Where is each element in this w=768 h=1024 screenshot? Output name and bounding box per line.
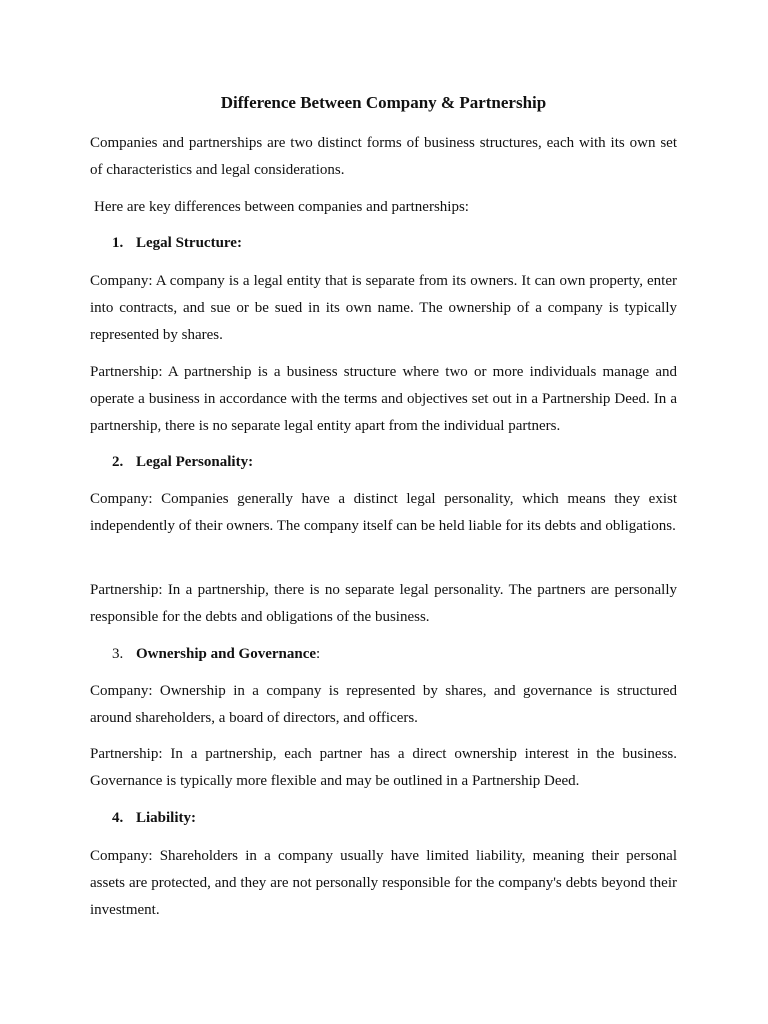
section-heading-suffix: :: [316, 646, 321, 662]
intro-paragraph: Companies and partnerships are two distinct forms of business structures, each with its own set of characteristics and legal considerations.: [90, 135, 677, 178]
document-title: Difference Between Company & Partnership: [220, 93, 547, 112]
section-heading-text: Liability:: [136, 810, 197, 826]
section-number: 3.: [112, 646, 124, 662]
section-2-partnership-paragraph: Partnership: In a partnership, there is no separate legal personality. The partners are personally responsible for the debts and obligations of the business.: [90, 582, 677, 625]
section-number: 2.: [112, 454, 124, 470]
section-1-company-paragraph: Company: A company is a legal entity that is separate from its owners. It can own property, enter into contracts, and sue or be sued in its own name. The ownership of a company is typically represented by shares.: [90, 273, 677, 343]
section-heading-text: Legal Structure:: [136, 235, 242, 251]
lead-paragraph: Here are key differences between companies and partnerships:: [94, 199, 469, 215]
section-heading-ownership-governance: [112, 641, 320, 668]
section-number: 4.: [112, 810, 124, 826]
section-heading-text: Ownership and Governance: [136, 646, 317, 662]
section-4-company-paragraph: Company: Shareholders in a company usually have limited liability, meaning their personal assets are protected, and they are not personally responsible for the company's debts beyond their investment.: [90, 848, 677, 918]
section-heading-text: Legal Personality:: [136, 454, 254, 470]
section-heading-legal-structure: [112, 230, 242, 257]
section-heading-liability: [112, 805, 196, 832]
section-3-partnership-paragraph: Partnership: In a partnership, each partner has a direct ownership interest in the business. Governance is typically more flexible and may be outlined in a Partnership Deed.: [90, 746, 677, 789]
section-3-company-paragraph: Company: Ownership in a company is represented by shares, and governance is structured around shareholders, a board of directors, and officers.: [90, 683, 677, 726]
section-2-company-paragraph: Company: Companies generally have a distinct legal personality, which means they exist independently of their owners. The company itself can be held liable for its debts and obligations.: [90, 491, 677, 534]
section-1-partnership-paragraph: Partnership: A partnership is a business structure where two or more individuals manage and operate a business in accordance with the terms and objectives set out in a Partnership Deed. In a partnership, there is no separate legal entity apart from the individual partners.: [90, 364, 677, 434]
section-heading-legal-personality: [112, 449, 253, 476]
section-number: 1.: [112, 235, 124, 251]
